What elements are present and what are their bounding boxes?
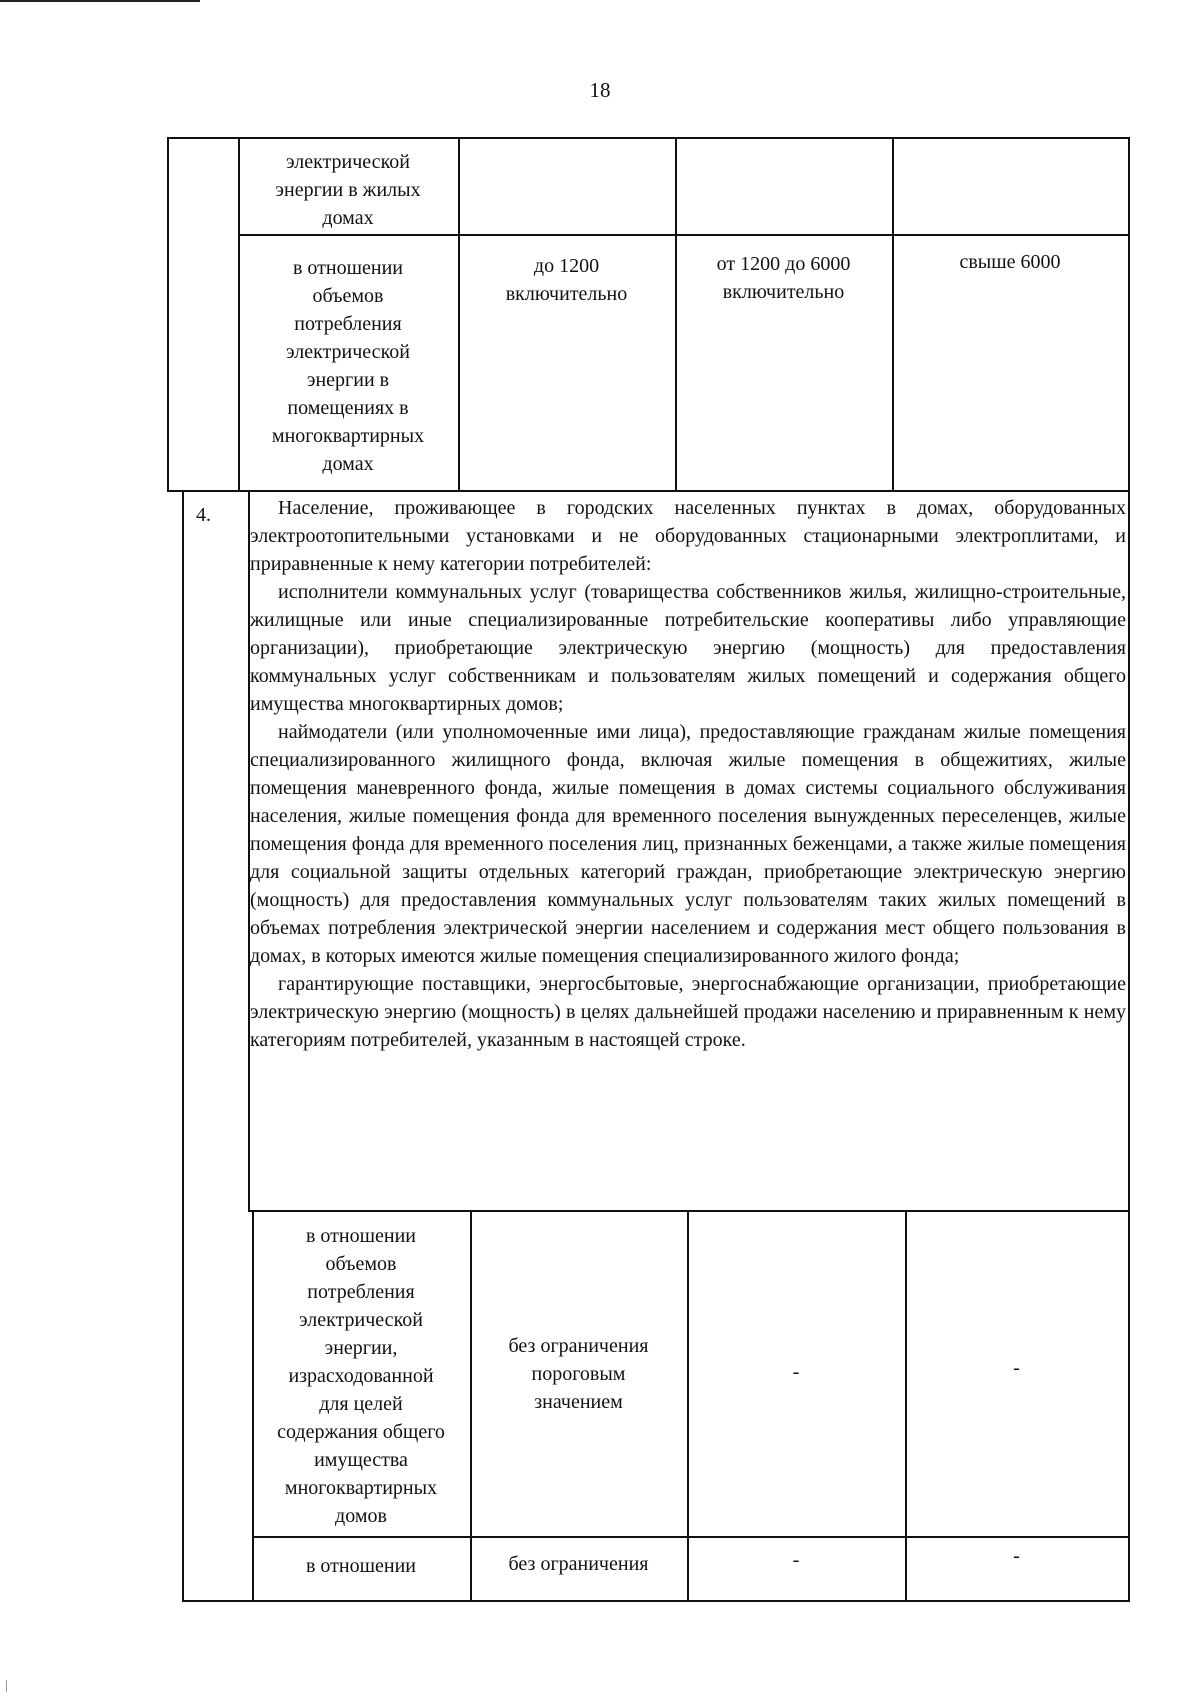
page-number: 18 bbox=[589, 78, 611, 102]
row-4-paragraph: Население, проживающее в городских населенных пунктах в домах, оборудованных электроотопительными установками и не оборудованных стационарными электроплитами, и приравненные к нему категории потребителей: bbox=[250, 497, 1126, 575]
top-edge-rule bbox=[0, 0, 200, 2]
row-b-col3: свыше 6000 bbox=[959, 251, 1061, 273]
row-d-col1: без ограничения bbox=[508, 1553, 649, 1575]
row-a-label: электрической энергии в жилых домах bbox=[275, 151, 421, 229]
row-b-col1: до 1200 включительно bbox=[505, 255, 628, 305]
row-c-col2: - bbox=[792, 1361, 800, 1383]
row-d-col3: - bbox=[1013, 1545, 1020, 1567]
row-b-label: в отношении объемов потребления электрической энергии в помещениях в многоквартирных домах bbox=[271, 257, 425, 475]
row-4-description bbox=[250, 494, 1126, 1054]
row-d-label: в отношении bbox=[305, 1555, 416, 1577]
row-4-paragraph: наймодатели (или уполномоченные ими лица), предоставляющие гражданам жилые помещения специализированного жилищного фонда, включая жилые помещения в общежитиях, жилые помещения маневренного фонда, жилые помещения в домах системы социального обслуживания населения, жилые помещения фонда для временного поселения вынужденных переселенцев, жилые помещения фонда для временного поселения лиц, признанных беженцами, а также жилые помещения для социальной защиты отдельных категорий граждан, приобретающие электрическую энергию (мощность) для предоставления коммунальных услуг пользователям таких жилых помещений в объемах потребления электрической энергии населением и содержания мест общего пользования в домах, в которых имеются жилые помещения специализированного жилого фонда; bbox=[250, 721, 1126, 967]
row-c-col1: без ограничения пороговым значением bbox=[508, 1335, 649, 1413]
row-4-paragraph: гарантирующие поставщики, энергосбытовые, энергоснабжающие организации, приобретающие электрическую энергию (мощность) в целях дальнейшей продажи населению и приравненным к нему категориям потребителей, указанным в настоящей строке. bbox=[250, 973, 1126, 1051]
row-b-col2: от 1200 до 6000 включительно bbox=[716, 253, 851, 303]
row-d-col2: - bbox=[792, 1549, 800, 1571]
row-number: 4. bbox=[196, 504, 211, 526]
scan-mark bbox=[6, 1680, 7, 1692]
row-c-col3: - bbox=[1013, 1357, 1020, 1379]
row-4-paragraph: исполнители коммунальных услуг (товарищества собственников жилья, жилищно-строительные, жилищные или иные специализированные потребительские кооперативы либо управляющие организации), приобретающие электрическую энергию (мощность) для предоставления коммунальных услуг собственникам и пользователям жилых помещений и содержания общего имущества многоквартирных домов; bbox=[250, 581, 1126, 715]
row-c-label: в отношении объемов потребления электрической энергии, израсходованной для целей содержания общего имущества многоквартирных домов bbox=[277, 1225, 445, 1527]
